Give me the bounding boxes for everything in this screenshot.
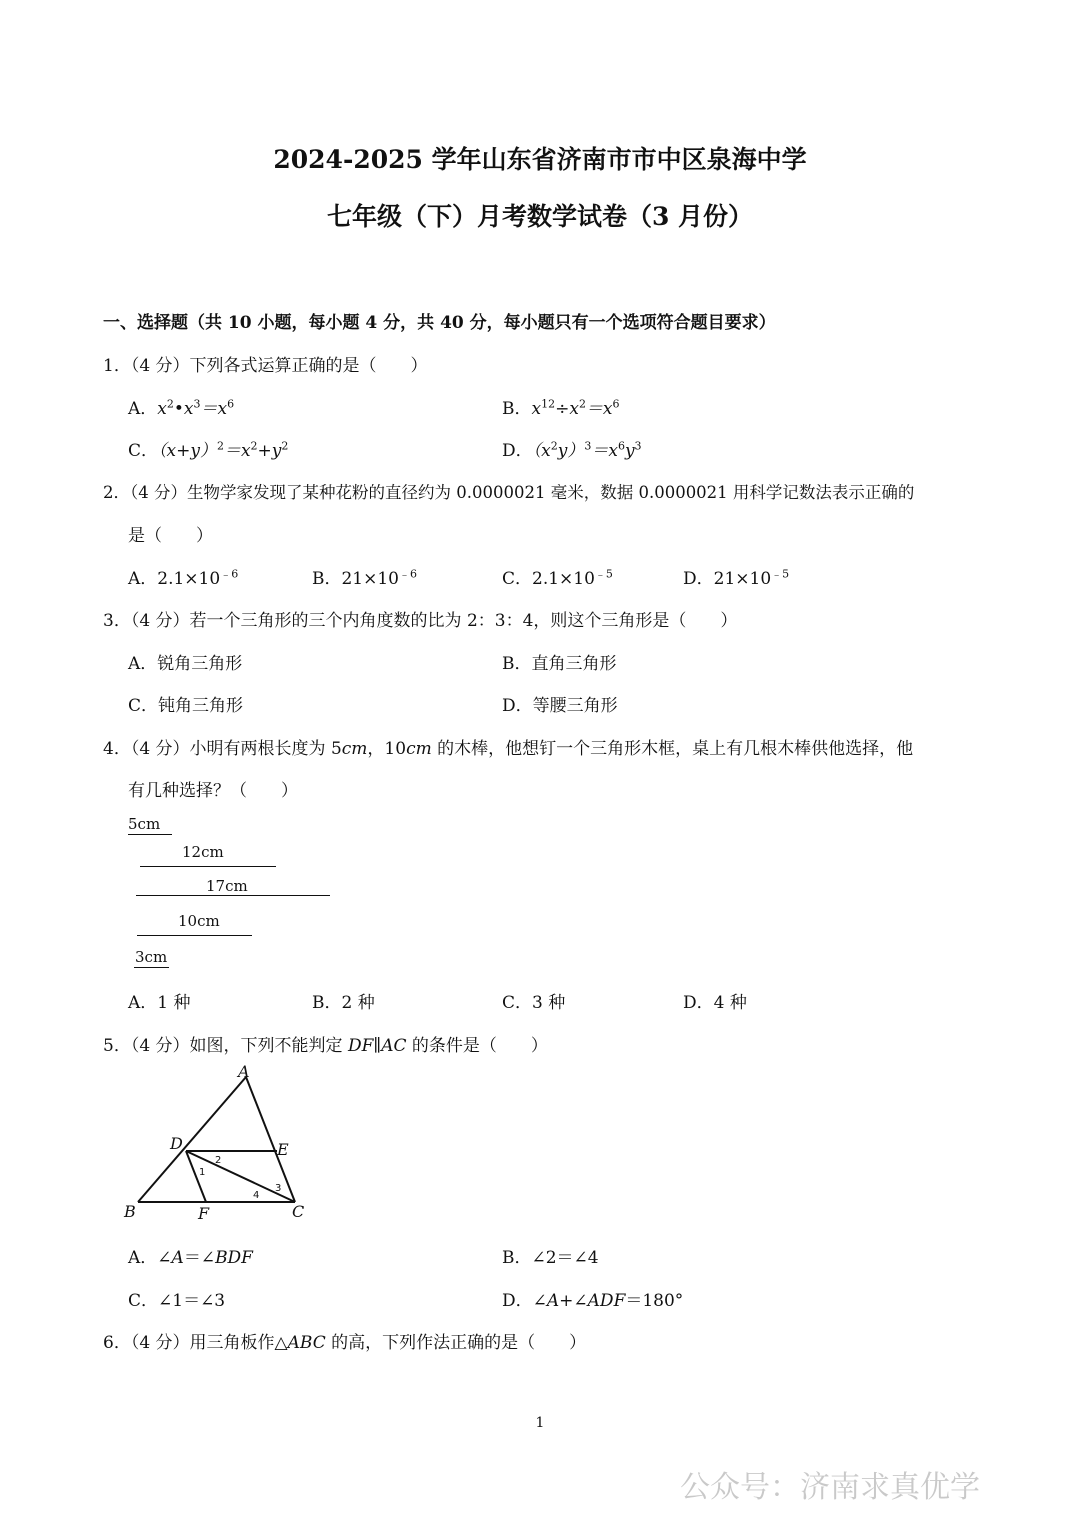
exam-title-line2: 七年级（下）月考数学试卷（3 月份） bbox=[326, 202, 754, 231]
label-point-c: C bbox=[292, 1202, 305, 1221]
q5-option-c: C．∠1＝∠3 bbox=[128, 1291, 226, 1311]
q3-option-d: D．等腰三角形 bbox=[502, 696, 618, 716]
q2-option-a: A．$2.1\times 10^{﹣6}$ bbox=[128, 567, 239, 589]
angle-3-label: 3 bbox=[275, 1183, 282, 1194]
label-point-e: E bbox=[277, 1140, 289, 1159]
side-ab bbox=[138, 1077, 246, 1202]
q5-option-d: D．∠A+∠ADF＝180° bbox=[502, 1291, 684, 1311]
q4-option-b: B．2 种 bbox=[312, 993, 375, 1013]
q4-option-a: A．1 种 bbox=[128, 993, 191, 1013]
question-3-stem: 3．（4 分）若一个三角形的三个内角度数的比为 2：3：4，则这个三角形是（ ） bbox=[103, 611, 738, 631]
q5-option-b: B．∠2＝∠4 bbox=[502, 1248, 599, 1268]
exam-title-line1: 2024-2025 学年山东省济南市市中区泉海中学 bbox=[273, 145, 807, 174]
q1-option-d: D．$(x^2y)^3=x^6y^3$ bbox=[502, 439, 642, 461]
question-1-stem: 1．（4 分）下列各式运算正确的是（ ） bbox=[103, 356, 428, 376]
q2-option-c: C．$2.1\times 10^{﹣5}$ bbox=[502, 567, 613, 589]
stick-label-12cm: 12cm bbox=[182, 843, 224, 861]
angle-1-label: 1 bbox=[199, 1167, 206, 1178]
angle-4-label: 4 bbox=[253, 1190, 260, 1201]
label-point-a: A bbox=[238, 1065, 250, 1081]
q4-option-c: C．3 种 bbox=[502, 993, 566, 1013]
question-2-stem: 2．（4 分）生物学家发现了某种花粉的直径约为 0.0000021 毫米，数据 0.0000021 用科学记数法表示正确的 bbox=[103, 483, 915, 502]
stick-label-3cm: 3cm bbox=[135, 948, 168, 966]
q3-option-b: B．直角三角形 bbox=[502, 654, 617, 674]
stick-label-5cm: 5cm bbox=[128, 815, 161, 833]
page-number: 1 bbox=[535, 1415, 545, 1431]
q5-option-a: A．∠A＝∠BDF bbox=[128, 1248, 253, 1268]
stick-label-17cm: 17cm bbox=[206, 877, 248, 895]
label-point-d: D bbox=[170, 1134, 183, 1153]
question-2-stem-cont: 是（ ） bbox=[128, 526, 213, 546]
stick-10cm bbox=[137, 935, 252, 936]
q1-option-a: A．$x^2•x^3=x^6$ bbox=[128, 397, 235, 419]
q1-option-b: B．$x^{12}\div x^2=x^6$ bbox=[502, 397, 620, 419]
watermark-text: 公众号：济南求真优学 bbox=[680, 1470, 980, 1505]
question-4-stem-cont: 有几种选择？（ ） bbox=[128, 781, 298, 801]
label-point-b: B bbox=[124, 1202, 136, 1221]
section-heading: 一、选择题（共 10 小题，每小题 4 分，共 40 分，每小题只有一个选项符合题目要求） bbox=[103, 313, 776, 333]
stick-5cm bbox=[128, 834, 172, 835]
stick-17cm bbox=[136, 895, 330, 896]
stick-12cm bbox=[140, 866, 276, 867]
q5-triangle-figure bbox=[120, 1065, 320, 1225]
stick-3cm bbox=[134, 967, 169, 968]
q1-option-c: C．$(x+y)^2=x^2+y^2$ bbox=[128, 439, 289, 461]
stick-label-10cm: 10cm bbox=[178, 912, 220, 930]
q4-option-d: D．4 种 bbox=[683, 993, 747, 1013]
label-point-f: F bbox=[198, 1204, 210, 1223]
q2-option-b: B．$21\times 10^{﹣6}$ bbox=[312, 567, 418, 589]
q3-option-c: C．钝角三角形 bbox=[128, 696, 244, 716]
q2-option-d: D．$21\times 10^{﹣5}$ bbox=[683, 567, 790, 589]
question-6-stem: 6．（4 分）用三角板作△ABC 的高，下列作法正确的是（ ） bbox=[103, 1333, 587, 1353]
question-5-stem: 5．（4 分）如图，下列不能判定 DF∥AC 的条件是（ ） bbox=[103, 1036, 548, 1056]
angle-2-label: 2 bbox=[215, 1155, 222, 1166]
question-4-stem: 4．（4 分）小明有两根长度为 5cm，10cm 的木棒，他想钉一个三角形木框，桌上有几根木棒供他选择，他 bbox=[103, 739, 914, 759]
q3-option-a: A．锐角三角形 bbox=[128, 654, 243, 674]
